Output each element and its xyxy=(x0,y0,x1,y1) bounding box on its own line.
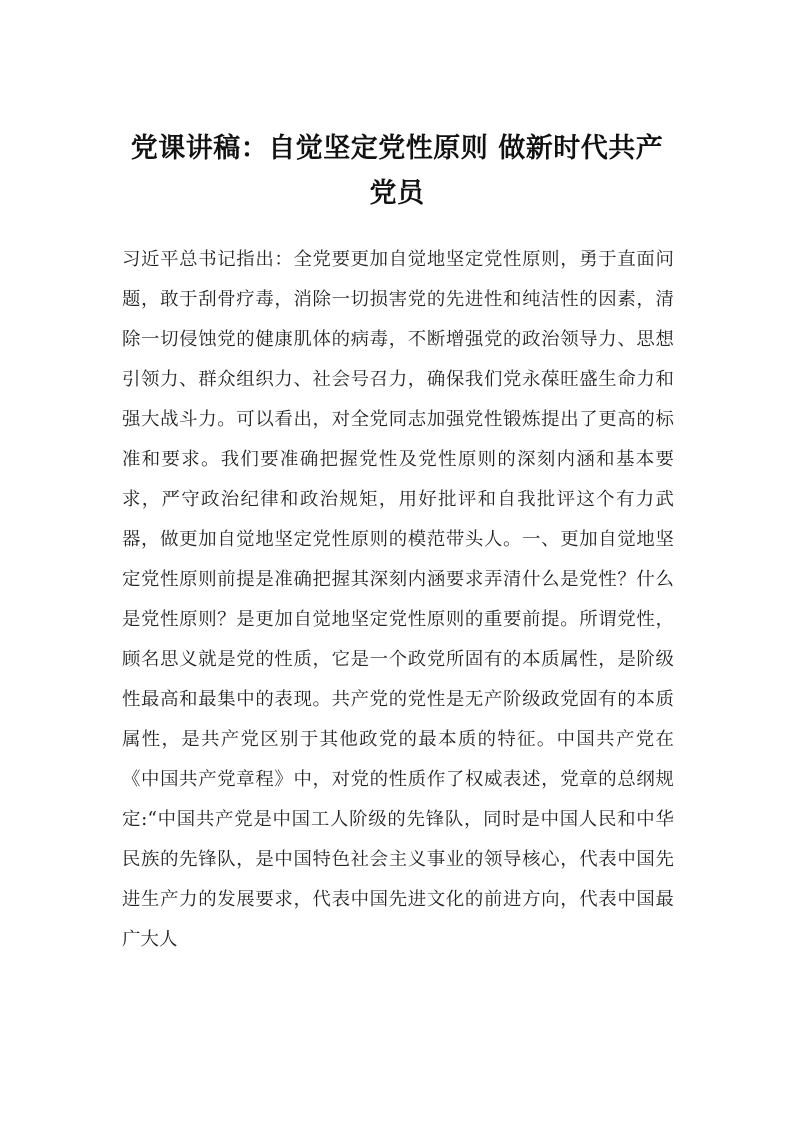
document-body-paragraph: 习近平总书记指出：全党要更加自觉地坚定党性原则，勇于直面问题，敢于刮骨疗毒，消除一切损害党的先进性和纯洁性的因素，清除一切侵蚀党的健康肌体的病毒，不断增强党的政治领导力、思想引领力、群众组织力、社会号召力，确保我们党永葆旺盛生命力和强大战斗力。可以看出，对全党同志加强党性锻炼提出了更高的标准和要求。我们要准确把握党性及党性原则的深刻内涵和基本要求，严守政治纪律和政治规矩，用好批评和自我批评这个有力武器，做更加自觉地坚定党性原则的模范带头人。一、更加自觉地坚定党性原则前提是准确把握其深刻内涵要求弄清什么是党性？什么是党性原则？是更加自觉地坚定党性原则的重要前提。所谓党性，顾名思义就是党的性质，它是一个政党所固有的本质属性，是阶级性最高和最集中的表现。共产党的党性是无产阶级政党固有的本质属性，是共产党区别于其他政党的最本质的特征。中国共产党在《中国共产党章程》中，对党的性质作了权威表述，党章的总纲规定:“中国共产党是中国工人阶级的先锋队，同时是中国人民和中华民族的先锋队，是中国特色社会主义事业的领导核心，代表中国先进生产力的发展要求，代表中国先进文化的前进方向，代表中国最广大人 xyxy=(122,249,674,950)
document-title: 党课讲稿：自觉坚定党性原则 做新时代共产党员 xyxy=(130,133,664,209)
